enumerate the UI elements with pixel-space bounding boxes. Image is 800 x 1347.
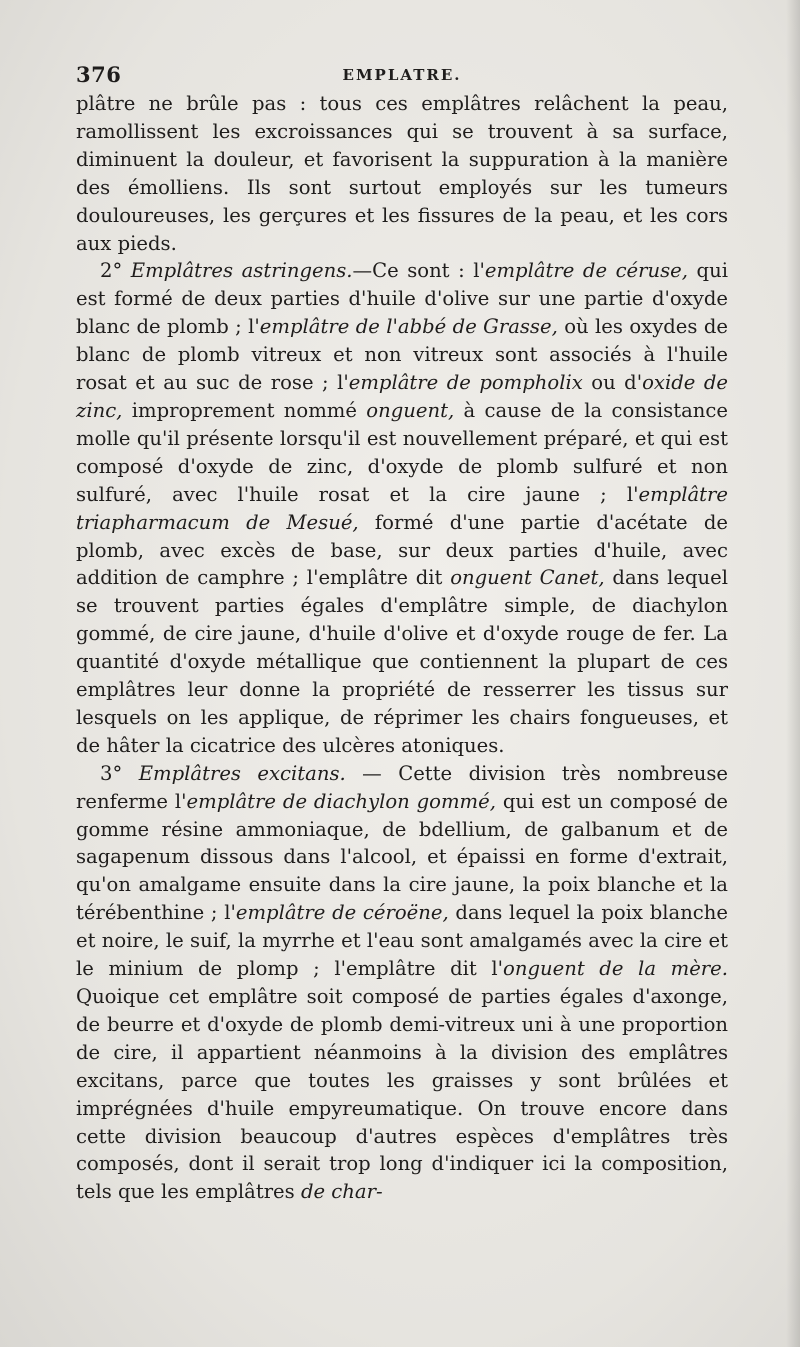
text-run: à cause de la consistance molle qu'il présente lorsqu'il est nouvellement préparé, et qui est composé d'oxyde de zinc, d'oxyde de plomb sulfuré et non sulfuré, avec l'huile rosat et la cire jaune ; l'	[76, 398, 728, 506]
italic-text: Emplâtres excitans.	[138, 761, 346, 785]
text-run: ou d'	[582, 371, 643, 395]
italic-text: de char-	[300, 1180, 383, 1204]
italic-text: onguent Canet,	[450, 566, 605, 590]
text-run: où les oxydes de blanc de plomb vitreux et non vitreux sont associés à l'huile rosat et au suc de rose ; l'	[76, 315, 728, 395]
text-run: Quoique cet emplâtre soit composé de parties égales d'axonge, de beurre et d'oxyde de plomb demi-vitreux uni à une proportion de cire, il appartient néanmoins à la division des emplâtres excitans, parce que toutes les graisses y sont brûlées et imprégnées d'huile empyreumatique. On trouve encore dans cette division beaucoup d'autres espèces d'emplâtres très composés, dont il serait trop long d'indiquer ici la composition, tels que les emplâtres	[76, 985, 728, 1204]
italic-text: oxide de zinc,	[76, 371, 728, 422]
italic-text: emplâtre de céroëne,	[235, 901, 449, 925]
paragraph	[76, 760, 728, 1207]
text-run: 2°	[100, 259, 131, 283]
running-title: EMPLATRE.	[342, 66, 462, 84]
text-run: formé d'une partie d'acétate de plomb, avec excès de base, sur deux parties d'huile, avec addition de camphre ; l'emplâtre dit	[76, 510, 728, 590]
text-run: qui est un composé de gomme résine ammoniaque, de bdellium, de galbanum et de sagapenum dissous dans l'alcool, et épaissi en forme d'extrait, qu'on amalgame ensuite dans la cire jaune, la poix blanche et la térébenthine ; l'	[76, 789, 729, 925]
text-run: — Cette division très nombreuse renferme l'	[76, 761, 728, 813]
text-run: qui est formé de deux parties d'huile d'olive sur une partie d'oxyde blanc de plomb ; l'	[76, 259, 728, 339]
paragraph	[76, 90, 728, 257]
text-run: improprement nommé	[122, 398, 367, 422]
text-run: —Ce sont : l'	[352, 259, 485, 283]
text-run: 3°	[100, 761, 139, 785]
page-header	[76, 62, 728, 88]
paragraph	[76, 257, 728, 759]
italic-text: emplâtre de l'abbé de Grasse,	[259, 315, 558, 339]
text-run: dans lequel la poix blanche et noire, le suif, la myrrhe et l'eau sont amalgamés avec la cire et le minium de plomp ; l'emplâtre dit l'	[76, 901, 728, 981]
italic-text: emplâtre de diachylon gommé,	[186, 789, 496, 813]
italic-text: emplâtre de pompholix	[348, 371, 583, 395]
text-run: plâtre ne brûle pas : tous ces emplâtres relâchent la peau, ramollissent les excroissances qui se trouvent à sa surface, diminuent la douleur, et favorisent la suppuration à la manière des émolliens. Ils sont surtout employés sur les tumeurs douloureuses, les gerçures et les fissures de la peau, et les cors aux pieds.	[76, 92, 728, 255]
italic-text: onguent de la mère.	[503, 957, 728, 981]
body-text	[76, 90, 728, 1206]
text-run: dans lequel se trouvent parties égales d'emplâtre simple, de diachylon gommé, de cire jaune, d'huile d'olive et d'oxyde rouge de fer. La quantité d'oxyde métallique que contiennent la plupart de ces emplâtres leur donne la propriété de resserrer les tissus sur lesquels on les applique, de réprimer les chairs fongueuses, et de hâter la cicatrice des ulcères atoniques.	[76, 566, 728, 757]
italic-text: Emplâtres astringens.	[130, 259, 353, 283]
page-number: 376	[76, 62, 122, 87]
italic-text: emplâtre triapharmacum de Mesué,	[76, 482, 728, 534]
italic-text: emplâtre de céruse,	[484, 259, 689, 283]
italic-text: onguent,	[366, 398, 455, 422]
